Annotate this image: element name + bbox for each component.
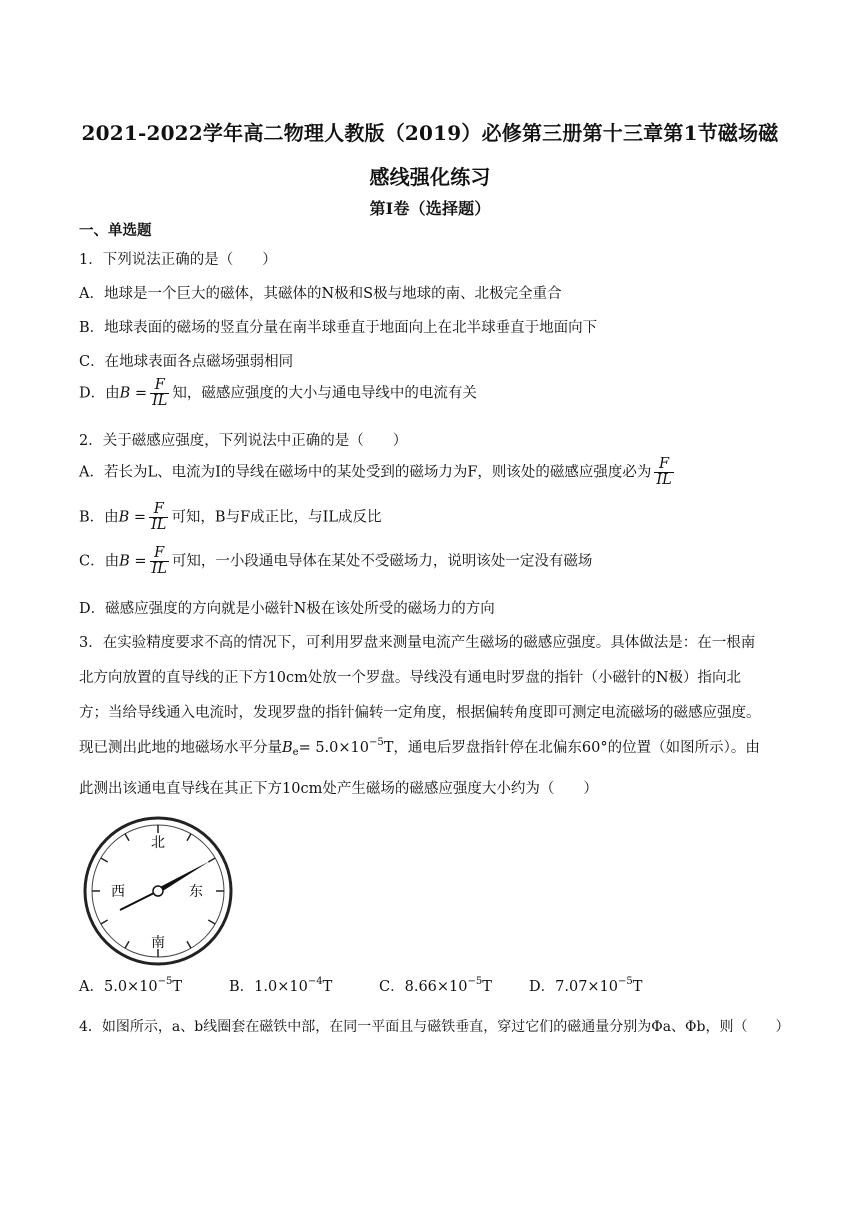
q2-a-text: A．若长为L、电流为I的导线在磁场中的某处受到的磁场力为F，则该处的磁感应强度必为	[79, 464, 652, 481]
q3-option-a	[79, 975, 229, 996]
q2-b-suffix: 可知，B与F成正比，与IL成反比	[171, 509, 382, 526]
q3-line2: 北方向放置的直导线的正下方10cm处放一个罗盘。导线没有通电时罗盘的指针（小磁针的N极）指向北	[79, 670, 742, 686]
fraction-numerator: F	[150, 546, 169, 562]
q1-d-fraction	[150, 378, 169, 409]
q2-option-c	[79, 546, 820, 577]
q1-option-d	[79, 378, 820, 409]
option-label: B．	[229, 979, 255, 995]
fraction-numerator: F	[150, 378, 169, 394]
q3-b-eq: = 5.0×10	[298, 740, 369, 756]
q3-line5: 此测出该通电直导线在其正下方10cm处产生磁场的磁感应强度大小约为（ ）	[79, 781, 598, 797]
option-exponent: −4	[307, 976, 323, 987]
q2-stem: 2．关于磁感应强度，下列说法中正确的是（ ）	[79, 433, 408, 449]
option-exponent: −5	[467, 976, 483, 987]
q4-stem: 4．如图所示，a、b线圈套在磁铁中部，在同一平面且与磁铁垂直，穿过它们的磁通量分别为Φa、Φb，则（ ）	[79, 1019, 790, 1035]
option-label: D．	[529, 979, 556, 995]
q2-c-fraction	[150, 546, 169, 577]
page-title-line2: 感线强化练习	[369, 165, 491, 189]
option-unit: T	[322, 979, 333, 995]
compass-label-west: 西	[111, 884, 125, 900]
q3-option-b	[229, 975, 379, 996]
q3-l4-b: ，通电后罗盘指针停在北偏东60°的位置（如图所示）。由	[393, 740, 760, 756]
fraction-denominator: IL	[151, 517, 167, 534]
q3-b-exponent: −5	[369, 737, 384, 748]
option-unit: T	[482, 979, 492, 995]
compass-label-north: 北	[151, 835, 165, 851]
fraction-denominator: IL	[152, 393, 168, 410]
q2-c-suffix: 可知，一小段通电导体在某处不受磁场力，说明该处一定没有磁场	[171, 553, 593, 570]
option-exponent: −5	[157, 976, 173, 987]
q2-c-lhs: B =	[119, 553, 147, 570]
option-mantissa: 7.07×10	[555, 979, 619, 995]
q3-l4-a: 现已测出此地的地磁场水平分量	[79, 740, 282, 756]
compass-pivot	[153, 886, 163, 896]
compass-label-east: 东	[189, 884, 203, 900]
q2-option-a	[79, 457, 820, 488]
q3-b-subscript: e	[292, 747, 299, 758]
q3-line4	[79, 736, 820, 758]
q3-options	[79, 975, 820, 996]
q1-d-suffix: 知，磁感应强度的大小与通电导线中的电流有关	[172, 385, 477, 402]
q1-option-c: C．在地球表面各点磁场强弱相同	[79, 354, 294, 370]
section-heading: 一、单选题	[79, 222, 152, 239]
q2-option-b	[79, 502, 820, 533]
option-exponent: −5	[618, 976, 633, 987]
q2-b-prefix: B．由	[79, 509, 119, 526]
q3-b-symbol: B	[282, 740, 293, 756]
q1-stem: 1．下列说法正确的是（ ）	[79, 252, 277, 268]
option-label: C．	[379, 979, 405, 995]
q2-b-lhs: B =	[118, 509, 147, 526]
q2-option-d: D．磁感应强度的方向就是小磁针N极在该处所受的磁场力的方向	[79, 601, 495, 617]
volume-heading: 第Ⅰ卷（选择题）	[369, 199, 491, 218]
page-title-line1: 2021-2022学年高二物理人教版（2019）必修第三册第十三章第1节磁场磁	[81, 121, 779, 145]
option-mantissa: 8.66×10	[404, 979, 468, 995]
q2-b-fraction	[149, 502, 168, 533]
compass-figure	[82, 815, 234, 967]
q1-option-a: A．地球是一个巨大的磁体，其磁体的N极和S极与地球的南、北极完全重合	[79, 286, 562, 302]
option-mantissa: 1.0×10	[254, 979, 308, 995]
option-unit: T	[172, 979, 183, 995]
fraction-denominator: IL	[151, 561, 167, 578]
q2-a-fraction	[654, 457, 673, 488]
compass-label-south: 南	[151, 935, 165, 951]
q3-option-c	[379, 975, 529, 996]
option-label: A．	[79, 979, 104, 995]
q1-option-b: B．地球表面的磁场的竖直分量在南半球垂直于地面向上在北半球垂直于地面向下	[79, 320, 598, 336]
q3-option-d	[529, 975, 642, 996]
fraction-numerator: F	[654, 457, 673, 473]
option-unit: T	[632, 979, 643, 995]
q3-b-unit: T	[383, 740, 394, 756]
q3-line1: 3．在实验精度要求不高的情况下，可利用罗盘来测量电流产生磁场的磁感应强度。具体做法是：在一根南	[79, 635, 756, 651]
q1-d-prefix: D．由	[79, 385, 120, 402]
q2-c-prefix: C．由	[79, 553, 120, 570]
fraction-numerator: F	[149, 502, 168, 518]
option-mantissa: 5.0×10	[103, 979, 158, 995]
q1-d-lhs: B =	[119, 385, 148, 402]
q3-line3: 方；当给导线通入电流时，发现罗盘的指针偏转一定角度，根据偏转角度即可测定电流磁场的磁感应强度。	[79, 705, 761, 721]
fraction-denominator: IL	[656, 472, 672, 489]
